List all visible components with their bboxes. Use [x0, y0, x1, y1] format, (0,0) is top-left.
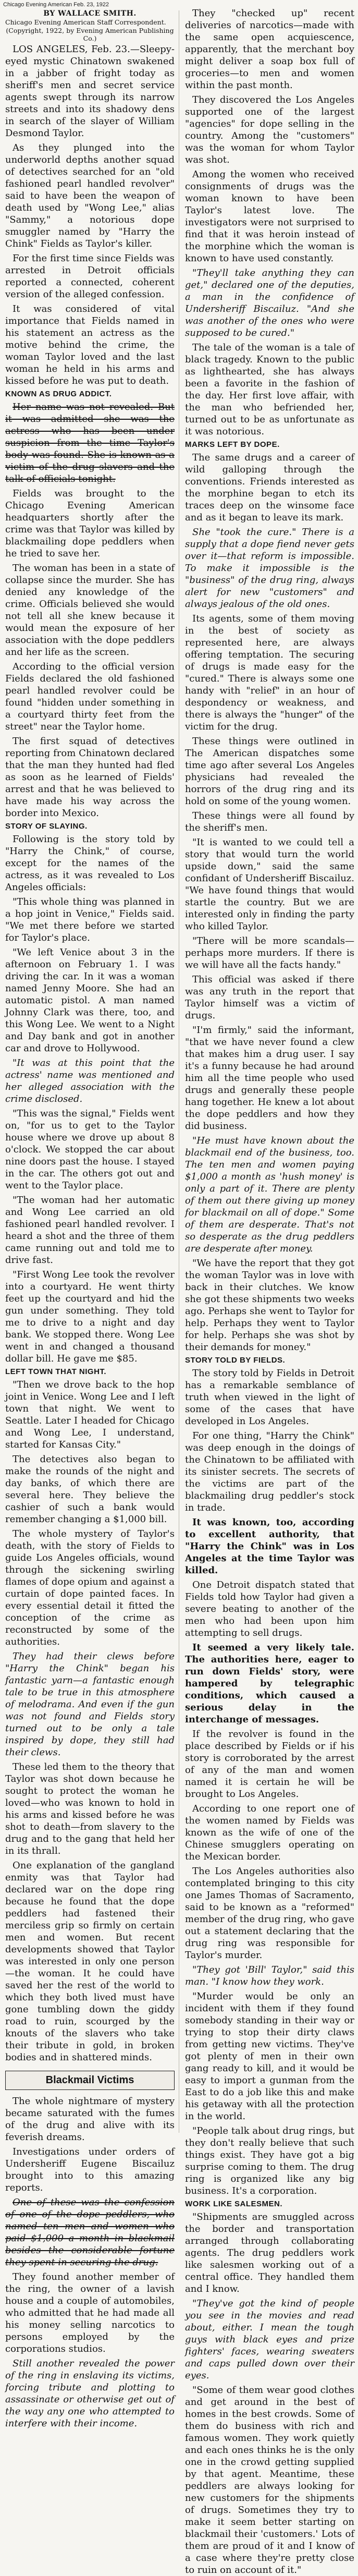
article-paragraph: According to the official version Fields declared the old fashioned pearl handled revolver could be found "hidden under something in a courtyard thirty feet from the street" near the Taylor home. — [5, 661, 175, 732]
article-paragraph: One explanation of the gangland enmity was that Taylor had declared war on the dope ring because he found that the dope peddlers had fastened their merciless grip so firmly on certain men and women. But recent developments showed that Taylor was interested in only one person—the woman. It he could have saved her the rest of the world to which they both lived must have gone tumbling down the giddy road to ruin, scourged by the knouts of the slavers who take their tribute in gold, in broken bodies and in shattered minds. — [5, 1860, 175, 2063]
article-paragraph: Her name was not revealed. But it was admitted she was the actress who has been under suspicion from the time Taylor's body was found. She is known as a victim of the drug slavers and the talk of officials tonight. — [5, 402, 175, 484]
article-paragraph: The Los Angeles authorities also contemplated bringing to this city one James Thomas of Sacramento, said to be known as a "reformed" member of the drug ring, who gave out a statement declaring that the drug ring was responsible for Taylor's murder. — [185, 1866, 354, 1961]
article-paragraph: "I'm firmly," said the informant, "that we have never found a clew that makes him a drug user. I say it's a funny because he had around him all the time people who used drugs and generally these people hang together. He knew a lot about the dope peddlers and how they did business. — [185, 1025, 354, 1132]
dateline-paragraph: LOS ANGELES, Feb. 23.—Sleepy-eyed mystic Chinatown swakened in a jabber of fright today as sheriff's men and secret service agents swept through its narrow streets and into its shadowy dens in search of the slayer of William Desmond Taylor. — [5, 44, 175, 139]
article-paragraph: They discovered the Los Angeles supported one of the largest "agencies" for dope selling in the country. Among the "customers" was the woman for whom Taylor was shot. — [185, 94, 354, 165]
article-paragraph: "First Wong Lee took the revolver into a courtyard. He went thirty feet up the courtyard and hid the gun under something. They told me to drive to a night and day bank. We stopped there. Wong Lee went in and changed a thousand dollar bill. He gave me $85. — [5, 1269, 175, 1364]
article-paragraph: These things were all found by the sheriff's men. — [185, 810, 354, 833]
subhead: STORY TOLD BY FIELDS. — [185, 1356, 286, 1365]
article-paragraph: The tale of the woman is a tale of black tragedy. Known to the public as lighthearted, she has always been a favorite in the fashion of the day. Her first love affair, with the man who befriended her, turned out to be as unfortunate as it was notorious. — [185, 342, 354, 437]
subhead: STORY OF SLAYING. — [5, 822, 88, 831]
article-paragraph: "It was at this point that the actress' name was mentioned and her alleged association with the crime disclosed. — [5, 1058, 175, 1104]
article-paragraph: "Some of them wear good clothes and get around in the best of homes in the best crowds. Some of them do business with rich and famous women. They work quietly and each ones thinks he is the only one in the crowd getting supplied by that agent. Meantime, these peddlers are always looking for new customers for the shipments of drugs. Sometimes they try to make it seem better starting on blackmail their 'customers.' Lots of them are proud of it and I know of a case where they're pretty close to ruin on account of it." — [185, 2385, 354, 2575]
article-paragraph: The woman has been in a state of collapse since the murder. She has denied any knowledge of the crime. Officials believed she would not tell all she knew because it would mean the exposure of her association with the dope peddlers and her life as the screen. — [5, 563, 175, 658]
article-paragraph: One Detroit dispatch stated that Fields told how Taylor had given a severe beating to another of the men who had been upon him attempting to sell drugs. — [185, 1579, 354, 1638]
copyright-line: (Copyright, 1922, by Evening American Publishing Co.) — [6, 27, 174, 42]
subhead: LEFT TOWN THAT NIGHT. — [5, 1367, 107, 1376]
article-paragraph: The story told by Fields in Detroit has a remarkable semblance of truth when viewed in the light of some of the cases that have developed in Los Angeles. — [185, 1368, 354, 1427]
article-paragraph: These things were outlined in The American dispatches some time ago after several Los Angeles physicians had revealed the horrors of the drug ring and its hold on some of the young women. — [185, 736, 354, 807]
article-paragraph: It was considered of vital importance that Fields named in his statement an actress as the motive behind the crime, the woman Taylor loved and the last woman he held in his arms and kissed before he was put to death. — [5, 303, 175, 386]
article-paragraph: Still another revealed the power of the ring in enslaving its victims, forcing tribute and plotting to assassinate or otherwise get out of the way any one who attempted to interfere with their income. — [5, 2358, 175, 2429]
article-paragraph: They "checked up" recent deliveries of narcotics—made with the same open acquiescence, apparently, that the merchant boy might deliver a soap box full of groceries—to men and women within the past month. — [185, 8, 354, 91]
article-paragraph: "This was the signal," Fields went on, "for us to get to the Taylor house where we drove up about 8 o'clock. We stopped the car about nine doors past the house. I stayed in the car. The others got out and went to the Taylor place. — [5, 1108, 175, 1191]
byline: BY WALLACE SMITH. — [43, 9, 137, 18]
article-paragraph: "They'll take anything they can get," declared one of the deputies, a man in the confidence of Undersheriff Biscailuz. "And she was another of the ones who were supposed to be cured." — [185, 268, 354, 338]
article-paragraph: "They've got the kind of people you see in the movies and read about, either. I mean the tough guys with black eyes and prize fighters' faces, wearing sweaters and caps pulled down over their eyes. — [185, 2298, 354, 2381]
article-paragraph: "Then we drove back to the hop joint in Venice. Wong Lee and I left town that night. We went to Seattle. Later I headed for Chicago and Wong Lee, I understand, started for Kansas City." — [5, 1379, 175, 1450]
article-paragraph: Fields was brought to the Chicago Evening American headquarters shortly after the crime was that Taylor was killed by blackmailing dope peddlers when he tried to save her. — [5, 488, 175, 559]
article-paragraph: For one thing, "Harry the Chink" was deep enough in the doings of the Chinatown to be affiliated with its sinister secrets. The secrets of the victims are part of the blackmailing drug peddler's stock in trade. — [185, 1430, 354, 1513]
article-paragraph: As they plunged into the underworld depths another squad of detectives searched for an "old fashioned pearl handled revolver" said to have been the weapon of death used by "Wong Lee," alias "Sammy," a notorious dope smuggler named by "Harry the Chink" Fields as Taylor's killer. — [5, 142, 175, 249]
article-paragraph: The same drugs and a career of wild galloping through the conventions. Friends interested as the morphine began to etch its traces deep on the winsome face and as it began to leave its mark. — [185, 452, 354, 523]
article-paragraph: "This whole thing was planned in a hop joint in Venice," Fields said. "We met there before we started for Taylor's place. — [5, 896, 175, 943]
subhead: WORK LIKE SALESMEN. — [185, 2200, 283, 2208]
article-paragraph: She "took the cure." There is a supply that a dope fiend never gets over it—that reform is impossible. To make it impossible is the "business" of the drug ring, always alert for new "customers" and always jealous of the old ones. — [185, 527, 354, 610]
article-paragraph: "We left Venice about 3 in the afternoon on February 1. I was driving the car. In it was a woman named Jenny Moore. She had an automatic pistol. A man named Johnny Clark was there, too, and this Wong Lee. We went to a Night and Day bank and got in another car and drove to Hollywood. — [5, 947, 175, 1054]
article-paragraph: "There will be more scandals—perhaps more murders. If there is we will have all the facts handy." — [185, 935, 354, 970]
article-paragraph: For the first time since Fields was arrested in Detroit officials reported a connected, coherent version of the alleged confession. — [5, 253, 175, 300]
article-paragraph: "We have the report that they got the woman Taylor was in love with back in their clutches. We know she got these shipments two weeks ago. Perhaps she went to Taylor for help. Perhaps they went to Taylor for help. Perhaps she was shot by their demands for money." — [185, 1258, 354, 1353]
article-paragraph: According to one report one of the women named by Fields was known as the wife of one of the Chinese smugglers operating on the Mexican border. — [185, 1803, 354, 1862]
article-paragraph: "The woman had her automatic and Wong Lee carried an old fashioned pearl handled revolver. I heard a shot and the three of them came running out and told me to drive fast. — [5, 1195, 175, 1266]
left-column-body — [5, 43, 175, 2429]
article-paragraph: It seemed a very likely tale. The authorities here, eager to run down Fields' story, were hampered by telegraphic conditions, which caused a serious delay in the interchange of messages. — [185, 1642, 354, 1725]
subhead: MARKS LEFT BY DOPE. — [185, 440, 280, 449]
article-paragraph: This official was asked if there was any truth in the report that Taylor himself was a victim of drugs. — [185, 974, 354, 1021]
article-paragraph: "Murder would be only an incident with them if they found somebody standing in their way or trying to stop their dirty claws from getting new victims. They've got plenty of men in their own gang ready to kill, and it would be easy to import a gunman from the East to do a job like this and make his getaway with all the protection in the world. — [185, 1991, 354, 2122]
article-paragraph: Investigations under orders of Undersheriff Eugene Biscailuz brought into to this amazing reports. — [5, 2146, 175, 2193]
article-paragraph: "People talk about drug rings, but they don't really believe that such things exist. They have got a big surprise coming to them. The drug ring is organized like any big business. It's a corporation. — [185, 2125, 354, 2196]
article-paragraph: It was known, too, according to excellent authority, that "Harry the Chink" was in Los Angeles at the time Taylor was killed. — [185, 1517, 354, 1576]
article-paragraph: Among the women who received consignments of drugs was the woman known to have been Taylor's latest love. The investigators were not surprised to find that it was heroin instead of the morphine which the woman is known to have used constantly. — [185, 169, 354, 264]
article-paragraph: One of these was the confession of one of the dope peddlers, who named ten men and women who paid $1,000 a month in blackmail besides the considerable fortune they spent in securing the drug. — [5, 2197, 175, 2268]
credit-line: Chicago Evening American Staff Correspondent. — [5, 18, 166, 26]
article-paragraph: If the revolver is found in the place described by Fields or if his story is corroborated by the arrest of any of the man and women named it is certain he will be brought to Los Angeles. — [185, 1729, 354, 1800]
page-header: Chicago Evening American Feb. 23, 1922 — [3, 2, 109, 8]
article-paragraph: These led them to the theory that Taylor was shot down because he sought to protect the woman he loved—who was known to hold in his arms and kissed before he was shot to death—from slavery to the drug and to the gang that held her in its thrall. — [5, 1761, 175, 1856]
article-paragraph: Following is the story told by "Harry the Chink," of course, except for the names of the actress, as it was revealed to Los Angeles officials: — [5, 834, 175, 893]
article-paragraph: The whole nightmare of mystery became saturated with the fumes of the drug and alive with its feverish dreams. — [5, 2096, 175, 2143]
article-paragraph: "Shipments are smuggled across the border and transportation arranged through collaborating agents. The drug peddlers work like salesmen working out of a central office. They handled them and I know. — [185, 2212, 354, 2294]
article-paragraph: They found another member of the ring, the owner of a lavish house and a couple of automobiles, who admitted that he had made all his money selling narcotics to persons employed by the corporations studios. — [5, 2271, 175, 2354]
subhead: KNOWN AS DRUG ADDICT. — [5, 390, 112, 398]
article-paragraph: "They got 'Bill' Taylor," said this man. "I know how they work. — [185, 1964, 354, 1987]
article-paragraph: The detectives also began to make the rounds of the night and day banks, of which there are several here. They believe the cashier of such a bank would remember changing a $1,000 bill. — [5, 1454, 175, 1525]
article-paragraph: The whole mystery of Taylor's death, with the story of Fields to guide Los Angeles officials, wound through the sickening swirling flames of dope opium and against a curtain of dope painted faces. In every essential detail it fitted the conception of the crime as reconstructed by some of the authorities. — [5, 1528, 175, 1647]
right-column-body — [185, 7, 354, 2576]
article-paragraph: "It is wanted to we could tell a story that would turn the world upside down," said the same confidant of Undersheriff Biscailuz. "We have found things that would startle the country. But we are interested only in finding the party who killed Taylor. — [185, 837, 354, 932]
article-paragraph: They had their clews before "Harry the Chink" began his fantastic yarn—a fantastic enough tale to be true in this atmosphere of melodrama. And even if the gun was not found and Fields story turned out to be only a tale inspired by dope, they still had their clews. — [5, 1651, 175, 1758]
article-paragraph: "He must have known about the blackmail end of the business, too. The ten men and women paying $1,000 a month as 'hush money' is only a part of it. There are plenty of them out there giving up money for blackmail on all of dope." Some of them are desperate. That's not so desperate as the drug peddlers are desperate after money. — [185, 1135, 354, 1254]
article-paragraph: Its agents, some of them moving in the best of society as represented here, are always offering temptation. The securing of drugs is made easy for the "cured." There is always some one handy with "relief" in an hour of despondency or weakness, and there is always the "hunger" of the victim for the drug. — [185, 613, 354, 732]
article-paragraph: The first squad of detectives reporting from Chinatown declared that the man they hunted had fled as soon as he learned of Fields' arrest and that he was believed to have made his way across the border into Mexico. — [5, 736, 175, 819]
boxed-subhead: Blackmail Victims — [5, 2071, 175, 2090]
right-column — [185, 7, 354, 2575]
left-column — [5, 7, 175, 2429]
